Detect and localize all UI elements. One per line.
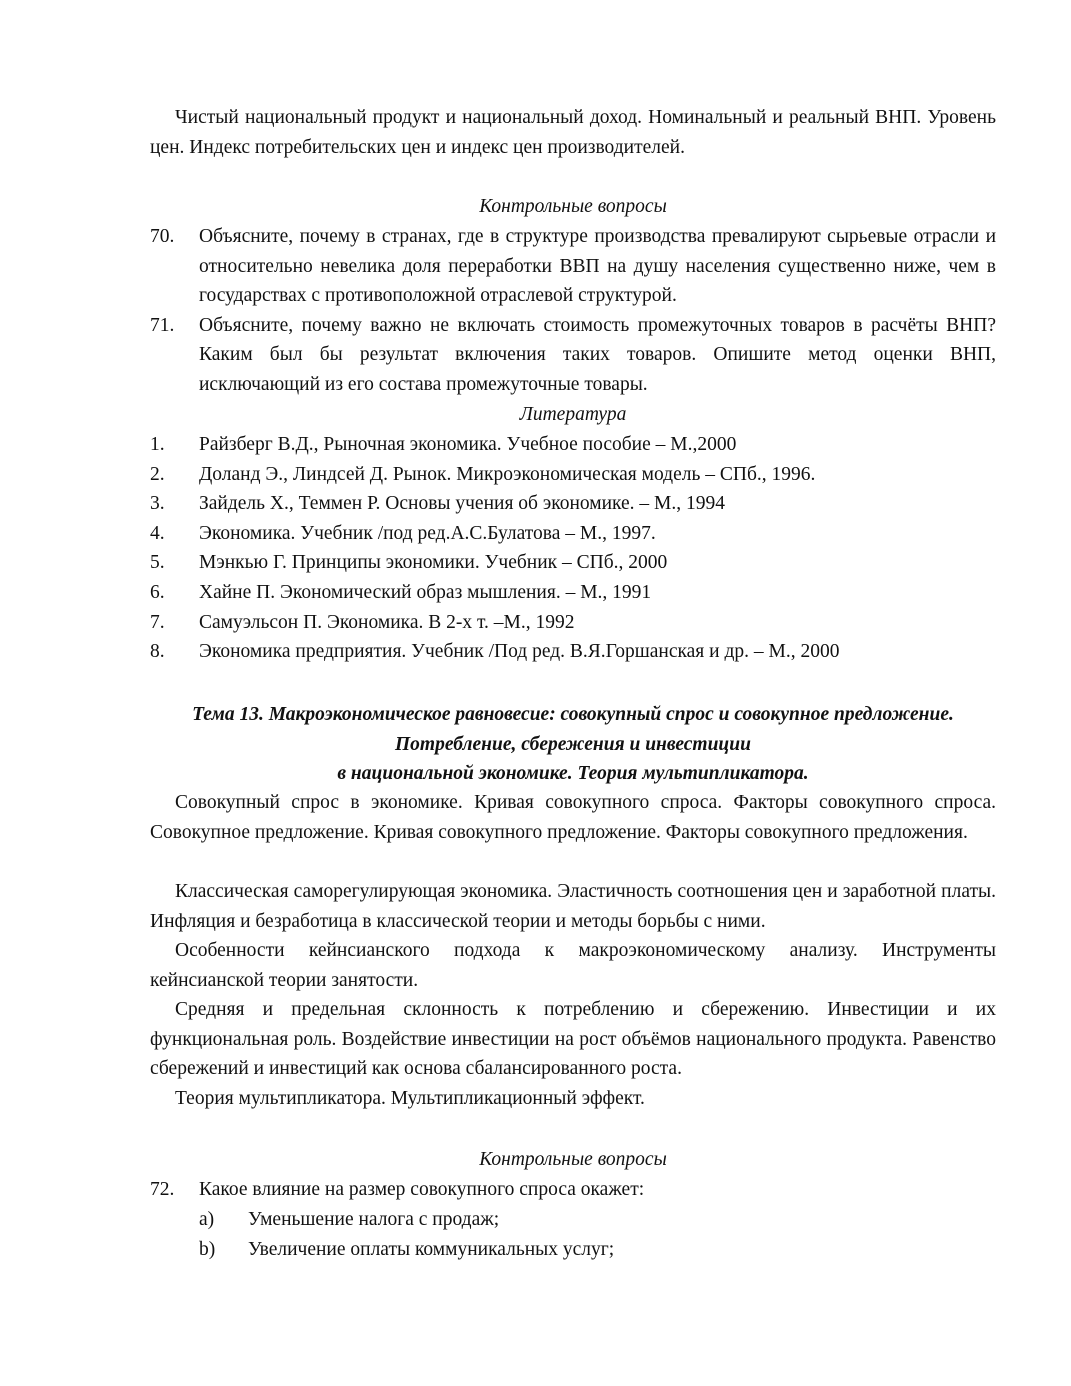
literature-item (150, 637, 996, 667)
question-text: Объясните, почему в странах, где в структуре производства превалируют сырьевые отрасли и относительно невелика доля переработки ВВП на душу населения существенно ниже, чем в государствах с противоположной отраслевой структурой. (199, 226, 996, 307)
literature-text: Самуэльсон П. Экономика. В 2-х т. –М., 1992 (199, 611, 575, 633)
literature-item (150, 430, 996, 460)
subitem-text: Увеличение оплаты коммуникальных услуг; (248, 1238, 615, 1260)
intro-paragraph: Чистый национальный продукт и национальный доход. Номинальный и реальный ВНП. Уровень цен. Индекс потребительских цен и индекс цен производителей. (150, 107, 996, 158)
literature-text: Мэнкью Г. Принципы экономики. Учебник – СПб., 2000 (199, 552, 668, 574)
literature-number: 8. (150, 641, 165, 663)
literature-item (150, 548, 996, 578)
question-item (150, 1175, 996, 1205)
topic-13-title (150, 700, 996, 789)
question-item (150, 311, 996, 400)
literature-number: 5. (150, 552, 165, 574)
literature-number: 7. (150, 611, 165, 633)
literature-number: 4. (150, 522, 165, 544)
literature-text: Экономика предприятия. Учебник /Под ред. В.Я.Горшанская и др. – М., 2000 (199, 641, 840, 663)
topic-title-line: Тема 13. Макроэкономическое равновесие: совокупный спрос и совокупное предложение. (192, 704, 954, 725)
subitem (199, 1205, 996, 1235)
topic-title-line: в национальной экономике. Теория мультипликатора. (337, 763, 809, 785)
subitem-label: a) (199, 1209, 215, 1230)
literature-item (150, 489, 996, 519)
literature-text: Зайдель Х., Теммен Р. Основы учения об экономике. – М., 1994 (199, 493, 726, 515)
question-subitems (199, 1205, 996, 1264)
literature-list (150, 430, 996, 667)
literature-heading: Литература (519, 404, 627, 425)
topic-paragraph: Теория мультипликатора. Мультипликационный эффект. (175, 1088, 645, 1109)
literature-text: Райзберг В.Д., Рыночная экономика. Учебное пособие – М.,2000 (199, 434, 737, 455)
subitem (199, 1235, 996, 1265)
topic-paragraph: Особенности кейнсианского подхода к макроэкономическому анализу. Инструменты кейнсианской теории занятости. (150, 940, 996, 991)
literature-text: Доланд Э., Линдсей Д. Рынок. Микроэкономическая модель – СПб., 1996. (199, 463, 816, 485)
question-number: 70. (150, 226, 175, 247)
literature-item (150, 460, 996, 490)
topic-paragraph: Совокупный спрос в экономике. Кривая совокупного спроса. Факторы совокупного спроса. Совокупное предложение. Кривая совокупного предложение. Факторы совокупного предложения. (150, 792, 996, 843)
literature-text: Экономика. Учебник /под ред.А.С.Булатова – М., 1997. (199, 522, 656, 544)
literature-item (150, 608, 996, 638)
literature-item (150, 578, 996, 608)
question-number: 71. (150, 314, 175, 336)
literature-number: 6. (150, 581, 165, 603)
subitem-text: Уменьшение налога с продаж; (248, 1209, 500, 1230)
topic-title-line: Потребление, сбережения и инвестиции (395, 733, 751, 755)
topic-paragraph: Классическая саморегулирующая экономика. Эластичность соотношения цен и заработной платы. Инфляция и безработица в классической теории и методы борьбы с ними. (150, 881, 996, 932)
literature-number: 2. (150, 463, 165, 485)
question-text: Объясните, почему важно не включать стоимость промежуточных товаров в расчёты ВНП? Каким был бы результат включения таких товаров. Опишите метод оценки ВНП, исключающий из его состава промежуточные товары. (199, 314, 996, 395)
subitem-label: b) (199, 1238, 216, 1260)
literature-number: 1. (150, 434, 165, 455)
question-item (150, 222, 996, 311)
literature-text: Хайне П. Экономический образ мышления. – М., 1991 (199, 581, 652, 603)
control-questions-heading-2: Контрольные вопросы (479, 1149, 667, 1170)
question-number: 72. (150, 1179, 175, 1200)
literature-item (150, 519, 996, 549)
control-questions-heading: Контрольные вопросы (479, 196, 667, 217)
literature-number: 3. (150, 493, 165, 515)
control-questions-list (150, 222, 996, 400)
topic-paragraph: Средняя и предельная склонность к потреблению и сбережению. Инвестиции и их функциональная роль. Воздействие инвестиции на рост объёмов национального продукта. Равенство сбережений и инвестиций как основа сбалансированного роста. (150, 999, 996, 1080)
control-questions-list-2 (150, 1175, 996, 1205)
question-text: Какое влияние на размер совокупного спроса окажет: (199, 1179, 645, 1200)
